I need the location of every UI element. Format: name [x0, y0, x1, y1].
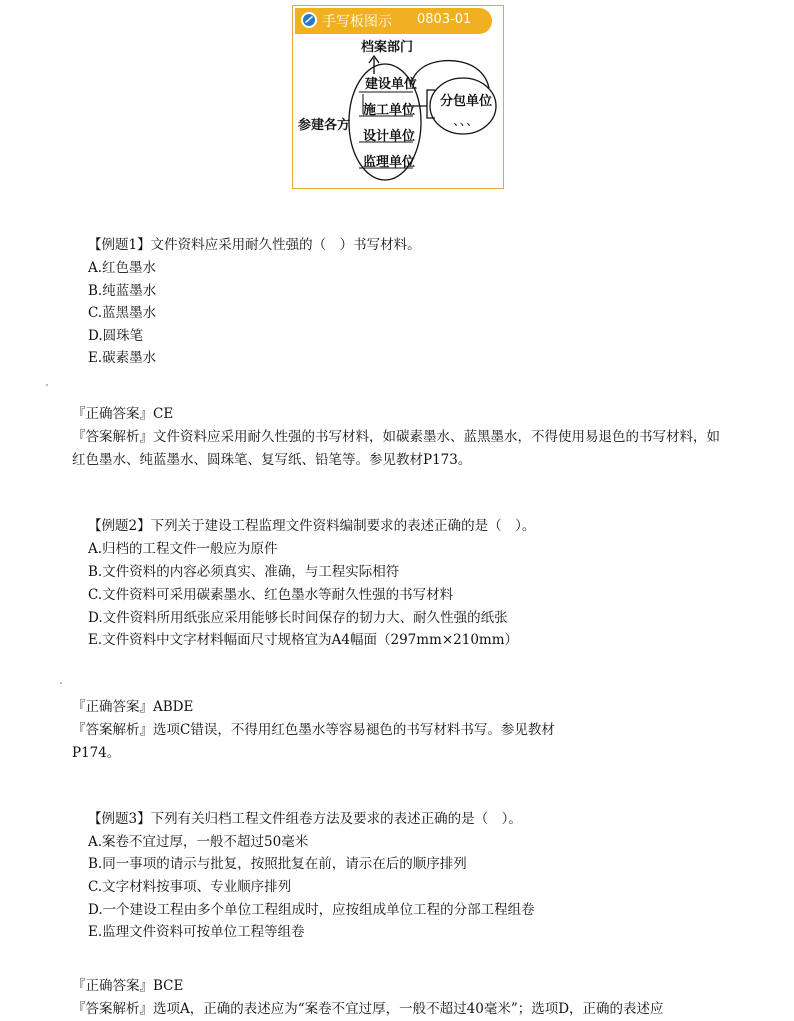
q2-analysis-line1: 『答案解析』选项C错误，不得用红色墨水等容易褪色的书写材料书写。参见教材: [72, 722, 555, 738]
q3-analysis: 『答案解析』选项A，正确的表述应为“案卷不宜过厚，一般不超过40毫米”；选项D，正确的表述应: [72, 1001, 664, 1017]
margin-dot: [46, 384, 48, 386]
node-construction-unit: 建设单位: [365, 77, 418, 92]
q1-stem: 【例题1】文件资料应采用耐久性强的（ ）书写材料。: [88, 237, 421, 253]
q3-option-d: D.一个建设工程由多个单位工程组成时，应按组成单位工程的分部工程组卷: [88, 902, 535, 918]
q1-option-c: C.蓝黑墨水: [88, 305, 157, 321]
handwriting-board-figure: [292, 5, 504, 189]
node-design-unit: 设计单位: [363, 129, 416, 144]
q2-option-d: D.文件资料所用纸张应采用能够长时间保存的韧力大、耐久性强的纸张: [88, 610, 508, 626]
q2-option-b: B.文件资料的内容必须真实、准确，与工程实际相符: [88, 564, 400, 580]
q3-option-b: B.同一事项的请示与批复，按照批复在前，请示在后的顺序排列: [88, 856, 467, 872]
node-subcontractor: 分包单位: [440, 94, 493, 109]
q1-option-d: D.圆珠笔: [88, 328, 144, 344]
node-ellipsis: 、、、: [453, 114, 480, 129]
q3-option-c: C.文字材料按事项、专业顺序排列: [88, 879, 292, 895]
node-supervision-unit: 监理单位: [363, 155, 416, 170]
q1-analysis: 『答案解析』文件资料应采用耐久性强的书写材料，如碳素墨水、蓝黑墨水，不得使用易退色的书写材料，如红色墨水、纯蓝墨水、圆珠笔、复写纸、铅笔等。参见教材P173。: [72, 429, 720, 468]
q1-option-e: E.碳素墨水: [88, 350, 157, 366]
q2-stem: 【例题2】下列关于建设工程监理文件资料编制要求的表述正确的是（ ）。: [88, 518, 536, 534]
margin-dot: [60, 682, 62, 684]
q1-option-a: A.红色墨水: [88, 260, 157, 276]
q3-answer: 『正确答案』BCE: [72, 978, 184, 994]
node-archive: 档案部门: [361, 40, 414, 55]
node-parties: 参建各方: [298, 118, 351, 133]
board-code: 0803-01: [417, 12, 472, 27]
q2-option-c: C.文件资料可采用碳素墨水、红色墨水等耐久性强的书写材料: [88, 587, 454, 603]
q2-answer: 『正确答案』ABDE: [72, 699, 194, 715]
q1-answer: 『正确答案』CE: [72, 406, 174, 422]
q3-option-a: A.案卷不宜过厚，一般不超过50毫米: [88, 834, 309, 850]
q2-option-e: E.文件资料中文字材料幅面尺寸规格宜为A4幅面（297mm×210mm）: [88, 632, 519, 648]
q3-stem: 【例题3】下列有关归档工程文件组卷方法及要求的表述正确的是（ ）。: [88, 811, 522, 827]
q2-option-a: A.归档的工程文件一般应为原件: [88, 541, 278, 557]
q2-analysis-line2: P174。: [72, 745, 121, 761]
node-contractor: 施工单位: [363, 103, 416, 118]
q3-option-e: E.监理文件资料可按单位工程等组卷: [88, 924, 305, 940]
feedback-curve: [411, 61, 489, 88]
board-title: 手写板图示: [322, 14, 392, 30]
q1-option-b: B.纯蓝墨水: [88, 283, 157, 299]
